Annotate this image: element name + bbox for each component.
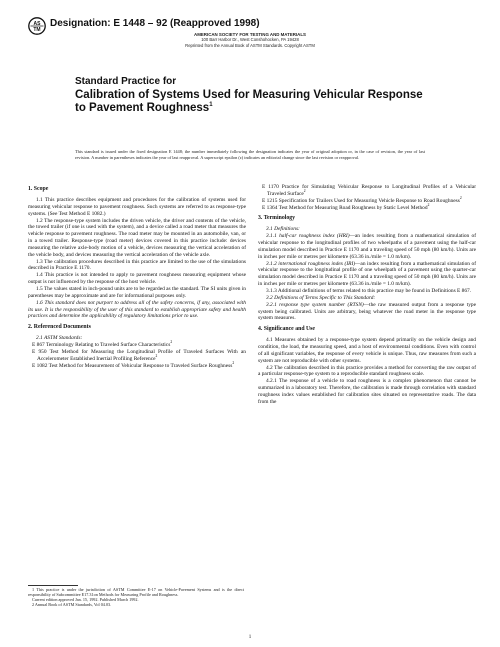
paragraph-2-1: 2.1 ASTM Standards: bbox=[36, 335, 83, 342]
reference-footnote-mark: 2 bbox=[427, 202, 430, 207]
reference-text: E 1170 Practice for Simulating Vehicular Response to Longitudinal Profiles of a Vehicular Traveled Surface bbox=[262, 184, 476, 197]
reference-footnote-mark: 2 bbox=[232, 360, 235, 365]
document-title bbox=[75, 89, 435, 114]
term-hri: 3.1.1 half-car roughness index (HRI) bbox=[266, 233, 350, 240]
paragraph-1-3: 1.3 The calibration procedures described in this practice are limited to the use of the simulations described in Practice E 1170. bbox=[28, 258, 246, 272]
paragraph-1-1: 1.1 This practice describes equipment and procedures for the calibration of systems used for measuring vehicular response to pavement roughness. Such systems are referred to as response-type systems. (See Test Method E 1082.) bbox=[28, 197, 246, 217]
reference-item bbox=[28, 342, 246, 349]
paragraph-3-1-1 bbox=[258, 233, 476, 260]
reference-item bbox=[28, 360, 246, 370]
paragraph-3-2-1 bbox=[258, 302, 476, 323]
standard-kind: Standard Practice for bbox=[75, 76, 177, 87]
paragraph-1-4: 1.4 This practice is not intended to apply to pavement roughness measuring equipment whose output is not influenced by the response of the host vehicle. bbox=[28, 272, 246, 286]
svg-text:AS: AS bbox=[33, 21, 41, 27]
reference-text: E 867 Terminology Relating to Traveled Surface Characteristics bbox=[32, 342, 171, 349]
reference-text: E 1082 Test Method for Measurement of Vehicular Response to Traveled Surface Roughness bbox=[32, 362, 233, 369]
definition-rtsn: —the raw measured output from a response type system being calibrated. Units are arbitrary, being whatever the road meter in the response type system measures. bbox=[258, 301, 476, 322]
footnote-1: 1 This practice is under the jurisdiction of ASTM Committee E-17 on Vehicle-Pavement Systems and is the direct responsibility of Subcommittee E17.31on Methods for Measuring Profile and Roughness. bbox=[28, 587, 244, 598]
reference-item bbox=[258, 202, 476, 212]
section-heading-referenced-documents: 2. Referenced Documents bbox=[28, 324, 91, 331]
page-number: 1 bbox=[248, 635, 252, 640]
publisher-address: 100 Barr Harbor Dr., West Conshohocken, PA 19428 bbox=[201, 37, 299, 43]
paragraph-1-5: 1.5 The values stated in inch-pound units are to be regarded as the standard. The SI units given in parentheses may be approximate and are for informational purposes only. bbox=[28, 285, 246, 299]
right-column bbox=[258, 184, 476, 406]
definition-hri: —an index resulting from a mathematical simulation of vehicular response to the longitudinal profiles of two wheelpaths of a pavement using the half-car simulation model described in Practice E 1170 and a traveling speed of 50 mph (80 km/h). Units are in inches per mile or metres per kilometre (63.36 in./mile = 1.0 m/km). bbox=[258, 233, 476, 260]
term-rtsn: 3.2.1 response type system number (RTSN) bbox=[266, 301, 364, 308]
reference-item bbox=[258, 195, 476, 205]
publisher-name: AMERICAN SOCIETY FOR TESTING AND MATERIALS bbox=[194, 32, 306, 37]
publisher-info bbox=[0, 32, 500, 48]
reference-footnote-mark: 2 bbox=[155, 353, 158, 358]
footnote-1-edition: Current edition approved Jan. 15, 1992. Published March 1992. bbox=[32, 597, 139, 603]
reference-footnote-mark: 2 bbox=[303, 189, 306, 194]
paragraph-3-1-2 bbox=[258, 261, 476, 288]
footnote-2: 2 Annual Book of ASTM Standards, Vol 04.03. bbox=[32, 602, 112, 608]
section-heading-scope: 1. Scope bbox=[28, 186, 49, 192]
svg-text:TM: TM bbox=[33, 27, 41, 34]
paragraph-4-2: 4.2 The calibration described in this practice provides a method for converting the raw output of a particular response-type system to a reproducible standard roughness scale. bbox=[258, 364, 476, 378]
reference-item bbox=[258, 184, 476, 198]
paragraph-1-2: 1.2 The response-type system includes the driven vehicle, the driver and contents of the vehicle, the towed trailer (if one is used with the system), and a device called a road meter that measures the vehicle response to pavement roughness. The road meter may be mounted in an automobile, van, or in a towed trailer. Response-type (road meter) devices covered in this practice include: devices measuring the relative axle-body motion of a vehicle, devices measuring the vertical acceleration of the vehicle body, and devices measuring the vertical acceleration of the vehicle axle. bbox=[28, 217, 246, 258]
paragraph-3-2: 3.2 Definitions of Terms Specific to This Standard: bbox=[266, 294, 376, 301]
reference-footnote-mark: 2 bbox=[170, 340, 173, 345]
section-heading-significance: 4. Significance and Use bbox=[258, 326, 316, 333]
left-column bbox=[28, 186, 246, 369]
paragraph-4-2-1: 4.2.1 The response of a vehicle to road roughness is a complex phenomenon that cannot be summarized in a laboratory test. Therefore, the calibration is made through correlation with standard roughness index values established for calibration sites situated on representative roads. The data from the bbox=[258, 378, 476, 405]
footnote-divider bbox=[28, 585, 78, 586]
paragraph-1-6: 1.6 This standard does not purport to address all of the safety concerns, if any, associated with its use. It is the responsibility of the user of this standard to establish appropriate safety and health practices and determine the applicability of regulatory limitations prior to use. bbox=[28, 299, 246, 320]
reference-text: E 1364 Test Method for Measuring Road Roughness by Static Level Method bbox=[262, 204, 428, 211]
reference-text: E 1215 Specification for Trailers Used for Measuring Vehicle Response to Road Roughness bbox=[262, 197, 460, 204]
title-footnote-mark: 1 bbox=[209, 101, 213, 108]
section-heading-terminology: 3. Terminology bbox=[258, 215, 296, 222]
paragraph-3-1: 3.1 Definitions: bbox=[266, 226, 300, 233]
paragraph-4-1: 4.1 Measures obtained by a response-type system depend primarily on the vehicle design and condition, the load, the measuring speed, and a host of environmental conditions. Even with control of all significant variables, the response of every vehicle is unique. Thus, raw measures from such a system are not reproducible with other systems. bbox=[258, 337, 476, 364]
definition-iri: —an index resulting from a mathematical simulation of vehicular response to the longitudinal profile of one wheelpath of a pavement using the quarter-car simulation model described in Practice E 1170 and a traveling speed of 50 mph (80 km/h). Units are in inches per mile or metres per kilometre (63.36 in./mile = 1.0 m/km). bbox=[258, 260, 476, 288]
reference-text: E 950 Test Method for Measuring the Longitudinal Profile of Traveled Surfaces With an Accelerometer Established Inertial Profiling Reference bbox=[32, 348, 246, 362]
designation: Designation: E 1448 – 92 (Reapproved 1998) bbox=[50, 18, 260, 29]
paragraph-3-1-3: 3.1.3 Additional definitions of terms related to this practice may be found in Definitions E 867. bbox=[266, 287, 472, 294]
title-block bbox=[75, 76, 435, 114]
issuance-note: This standard is issued under the fixed designation E 1448; the number immediately following the designation indicates the year of original adoption or, in the case of revision, the year of last revision. A number in parentheses indicates the year of last reapproval. A superscript epsilon (ε) indicates an editorial change since the last revision or reapproval. bbox=[75, 149, 425, 160]
document-title-text: Calibration of Systems Used for Measuring Vehicular Response to Pavement Roughness bbox=[75, 89, 423, 114]
reference-item bbox=[28, 349, 246, 363]
term-iri: 3.1.2 international roughness index (IRI) bbox=[266, 260, 356, 267]
reprint-notice: Reprinted from the Annual Book of ASTM Standards. Copyright ASTM bbox=[185, 42, 315, 48]
reference-footnote-mark: 2 bbox=[459, 195, 462, 200]
footnotes bbox=[28, 587, 244, 607]
